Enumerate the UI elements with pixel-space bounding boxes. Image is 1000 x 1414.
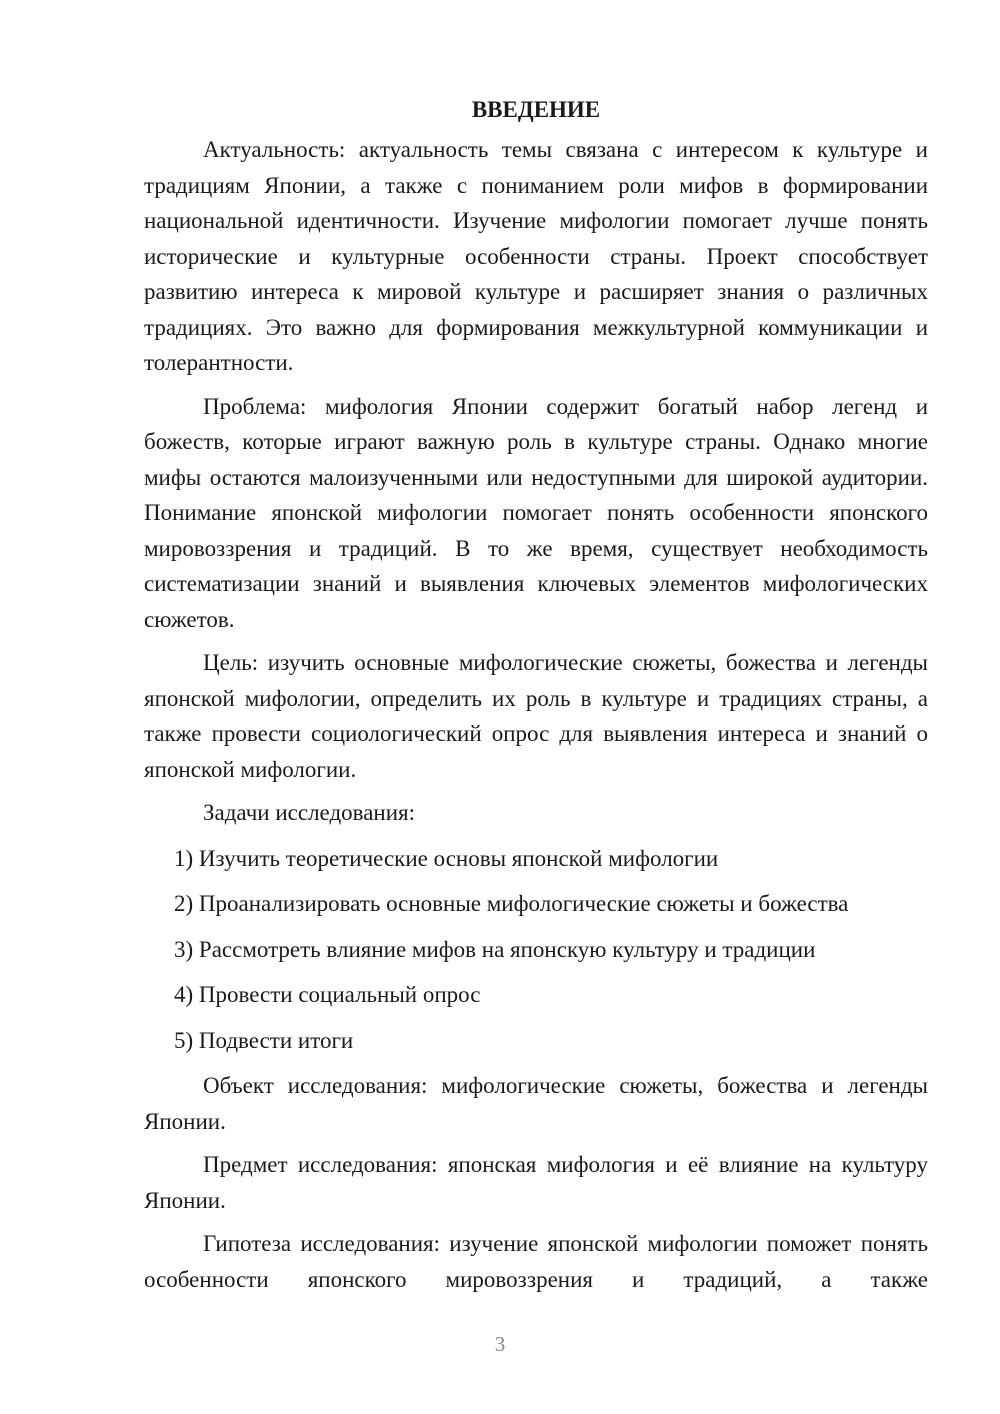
paragraph-object: Объект исследования: мифологические сюжеты, божества и легенды Японии. — [144, 1073, 928, 1134]
task-list — [144, 841, 928, 1059]
paragraph-problem: Проблема: мифология Японии содержит богатый набор легенд и божеств, которые играют важную роль в культуре страны. Однако многие мифы остаются малоизученными или недоступными для широкой аудитории. Понимание японской мифологии помогает понять особенности японского мировоззрения и традиций. В то же время, существует необходимость систематизации знаний и выявления ключевых элементов мифологических сюжетов. — [144, 393, 928, 632]
paragraph-actuality: Актуальность: актуальность темы связана с интересом к культуре и традициям Японии, а также с пониманием роли мифов в формировании национальной идентичности. Изучение мифологии помогает лучше понять исторические и культурные особенности страны. Проект способствует развитию интереса к мировой культуре и расширяет знания о различных традициях. Это важно для формирования межкультурной коммуникации и толерантности. — [144, 137, 928, 375]
paragraph-hypothesis: Гипотеза исследования: изучение японской мифологии поможет понять особенности японского мировоззрения и традиций, а также — [144, 1231, 928, 1292]
document-page — [144, 92, 928, 1305]
task-item: 2) Проанализировать основные мифологические сюжеты и божества — [174, 891, 849, 916]
task-item: 1) Изучить теоретические основы японской мифологии — [174, 845, 719, 871]
paragraph-goal: Цель: изучить основные мифологические сюжеты, божества и легенды японской мифологии, определить их роль в культуре и традициях страны, а также провести социологический опрос для выявления интереса и знаний о японской мифологии. — [144, 650, 928, 782]
task-item: 4) Провести социальный опрос — [174, 982, 481, 1007]
section-heading: ВВЕДЕНИЕ — [471, 97, 601, 122]
tasks-label: Задачи исследования: — [203, 800, 416, 825]
task-item: 5) Подвести итоги — [174, 1027, 354, 1053]
paragraph-subject: Предмет исследования: японская мифология и её влияние на культуру Японии. — [144, 1152, 928, 1213]
task-item: 3) Рассмотреть влияние мифов на японскую культуру и традиции — [174, 936, 816, 962]
page-number: 3 — [494, 1332, 506, 1356]
